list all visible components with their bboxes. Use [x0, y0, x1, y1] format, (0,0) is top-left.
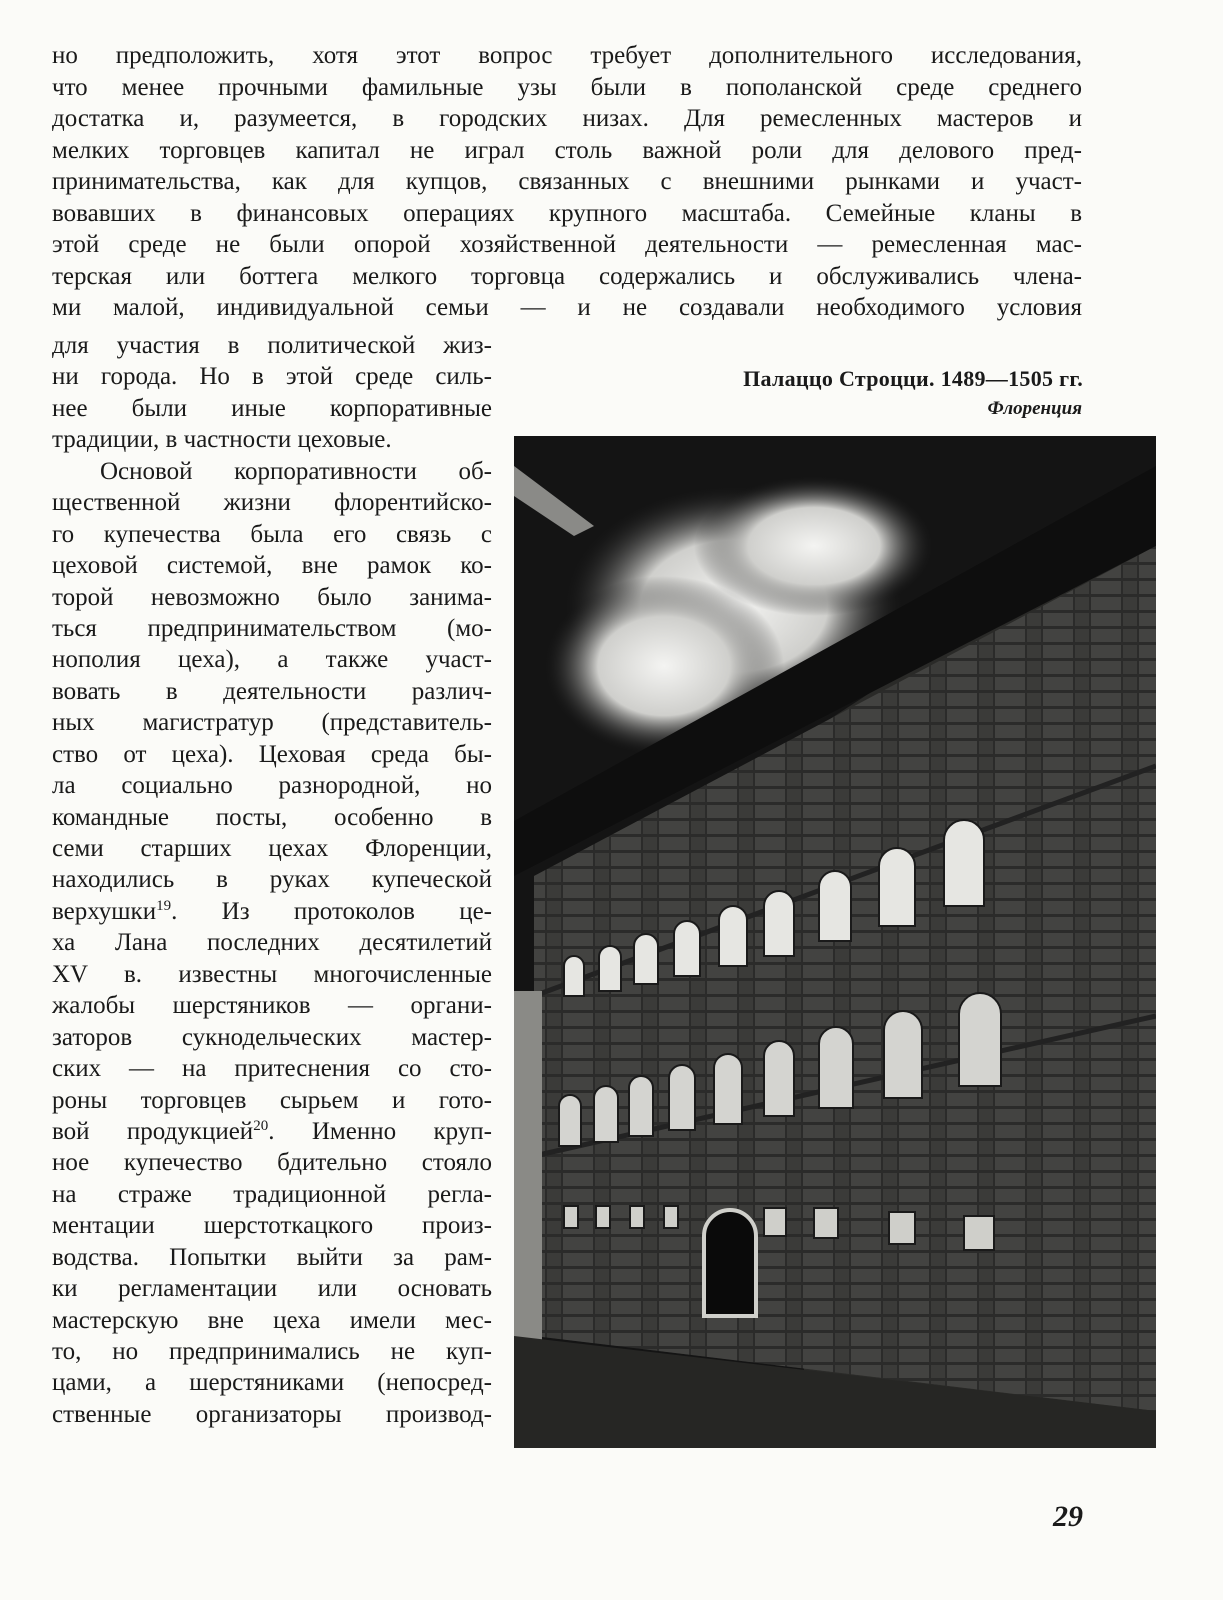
text-line: [52, 1116, 492, 1147]
text-line: [52, 896, 492, 927]
text-fragment: вой продукцией: [52, 1117, 254, 1145]
text-line: на страже традиционной регла-: [52, 1180, 492, 1208]
footnote-ref: 20: [253, 1117, 269, 1134]
text-line: семи старших цехах Флоренции,: [52, 835, 492, 862]
text-line: ственные организаторы производ-: [52, 1400, 492, 1428]
text-line: роны торговцев сырьем и гото-: [52, 1086, 492, 1114]
footnote-ref: 19: [156, 897, 172, 914]
figure-caption-place: Флоренция: [987, 398, 1082, 419]
text-fragment: верхушки: [52, 897, 157, 925]
text-line: находились в руках купеческой: [52, 866, 492, 894]
text-line: то, но предпринимались не куп-: [52, 1338, 492, 1365]
text-line: ха Лана последних десятилетий: [52, 929, 492, 957]
text-line: щественной жизни флорентийско-: [52, 489, 492, 517]
text-line: го купечества была его связь с: [52, 520, 492, 548]
text-line: мелких торговцев капитал не играл столь важной роли для делового пред-: [52, 136, 1082, 164]
text-line: ла социально разнородной, но: [52, 772, 492, 800]
text-line: ки регламентации или основать: [52, 1275, 492, 1303]
text-line: ми малой, индивидуальной семьи — и не создавали необходимого условия: [52, 294, 1082, 321]
text-line: жалобы шерстяников — органи-: [52, 992, 492, 1020]
page-number: 29: [1053, 1500, 1083, 1533]
text-line: командные посты, особенно в: [52, 803, 492, 831]
text-line: принимательства, как для купцов, связанных с внешними рынками и участ-: [52, 168, 1082, 195]
text-line: этой среде не были опорой хозяйственной деятельности — ремесленная мас-: [52, 231, 1082, 258]
text-line: нополия цеха), а также участ-: [52, 646, 492, 674]
text-line: достатка и, разумеется, в городских низах. Для ремесленных мастеров и: [52, 105, 1082, 132]
text-line: ных магистратур (представитель-: [52, 709, 492, 737]
text-line: традиции, в частности цеховые.: [52, 426, 392, 454]
text-column: [52, 330, 492, 1430]
text-line: нее были иные корпоративные: [52, 394, 492, 422]
text-fragment: . Из протоколов це-: [171, 897, 492, 925]
text-line: вовавших в финансовых операциях крупного масштаба. Семейные кланы в: [52, 199, 1082, 227]
text-line: заторов сукнодельческих мастер-: [52, 1023, 492, 1051]
text-line: цами, а шерстяниками (непосред-: [52, 1369, 492, 1397]
text-line: ментации шерстоткацкого произ-: [52, 1212, 492, 1240]
text-line: что менее прочными фамильные узы были в пополанской среде среднего: [52, 73, 1082, 101]
text-line: для участия в политической жиз-: [52, 332, 492, 359]
text-line: водства. Попытки выйти за рам-: [52, 1243, 492, 1271]
text-fragment: . Именно круп-: [268, 1117, 492, 1145]
text-line: цеховой системой, вне рамок ко-: [52, 552, 492, 580]
text-line: терская или боттега мелкого торговца содержались и обслуживались члена-: [52, 262, 1082, 290]
text-line: ное купечество бдительно стояло: [52, 1149, 492, 1177]
text-line: торой невозможно было занима-: [52, 583, 492, 611]
text-line: ни города. Но в этой среде силь-: [52, 363, 492, 391]
text-line: ских — на притеснения со сто-: [52, 1055, 492, 1083]
palazzo-photo: [514, 436, 1156, 1448]
text-line: Основой корпоративности об-: [100, 457, 492, 485]
text-line: но предположить, хотя этот вопрос требует дополнительного исследования,: [52, 42, 1082, 69]
text-line: ство от цеха). Цеховая среда бы-: [52, 740, 492, 768]
text-line: ться предпринимательством (мо-: [52, 614, 492, 642]
figure-caption-title: Палаццо Строцци. 1489—1505 гг.: [743, 366, 1083, 391]
text-line: XV в. известны многочисленные: [52, 960, 492, 988]
text-line: мастерскую вне цеха имели мес-: [52, 1306, 492, 1334]
text-line: вовать в деятельности различ-: [52, 677, 492, 705]
